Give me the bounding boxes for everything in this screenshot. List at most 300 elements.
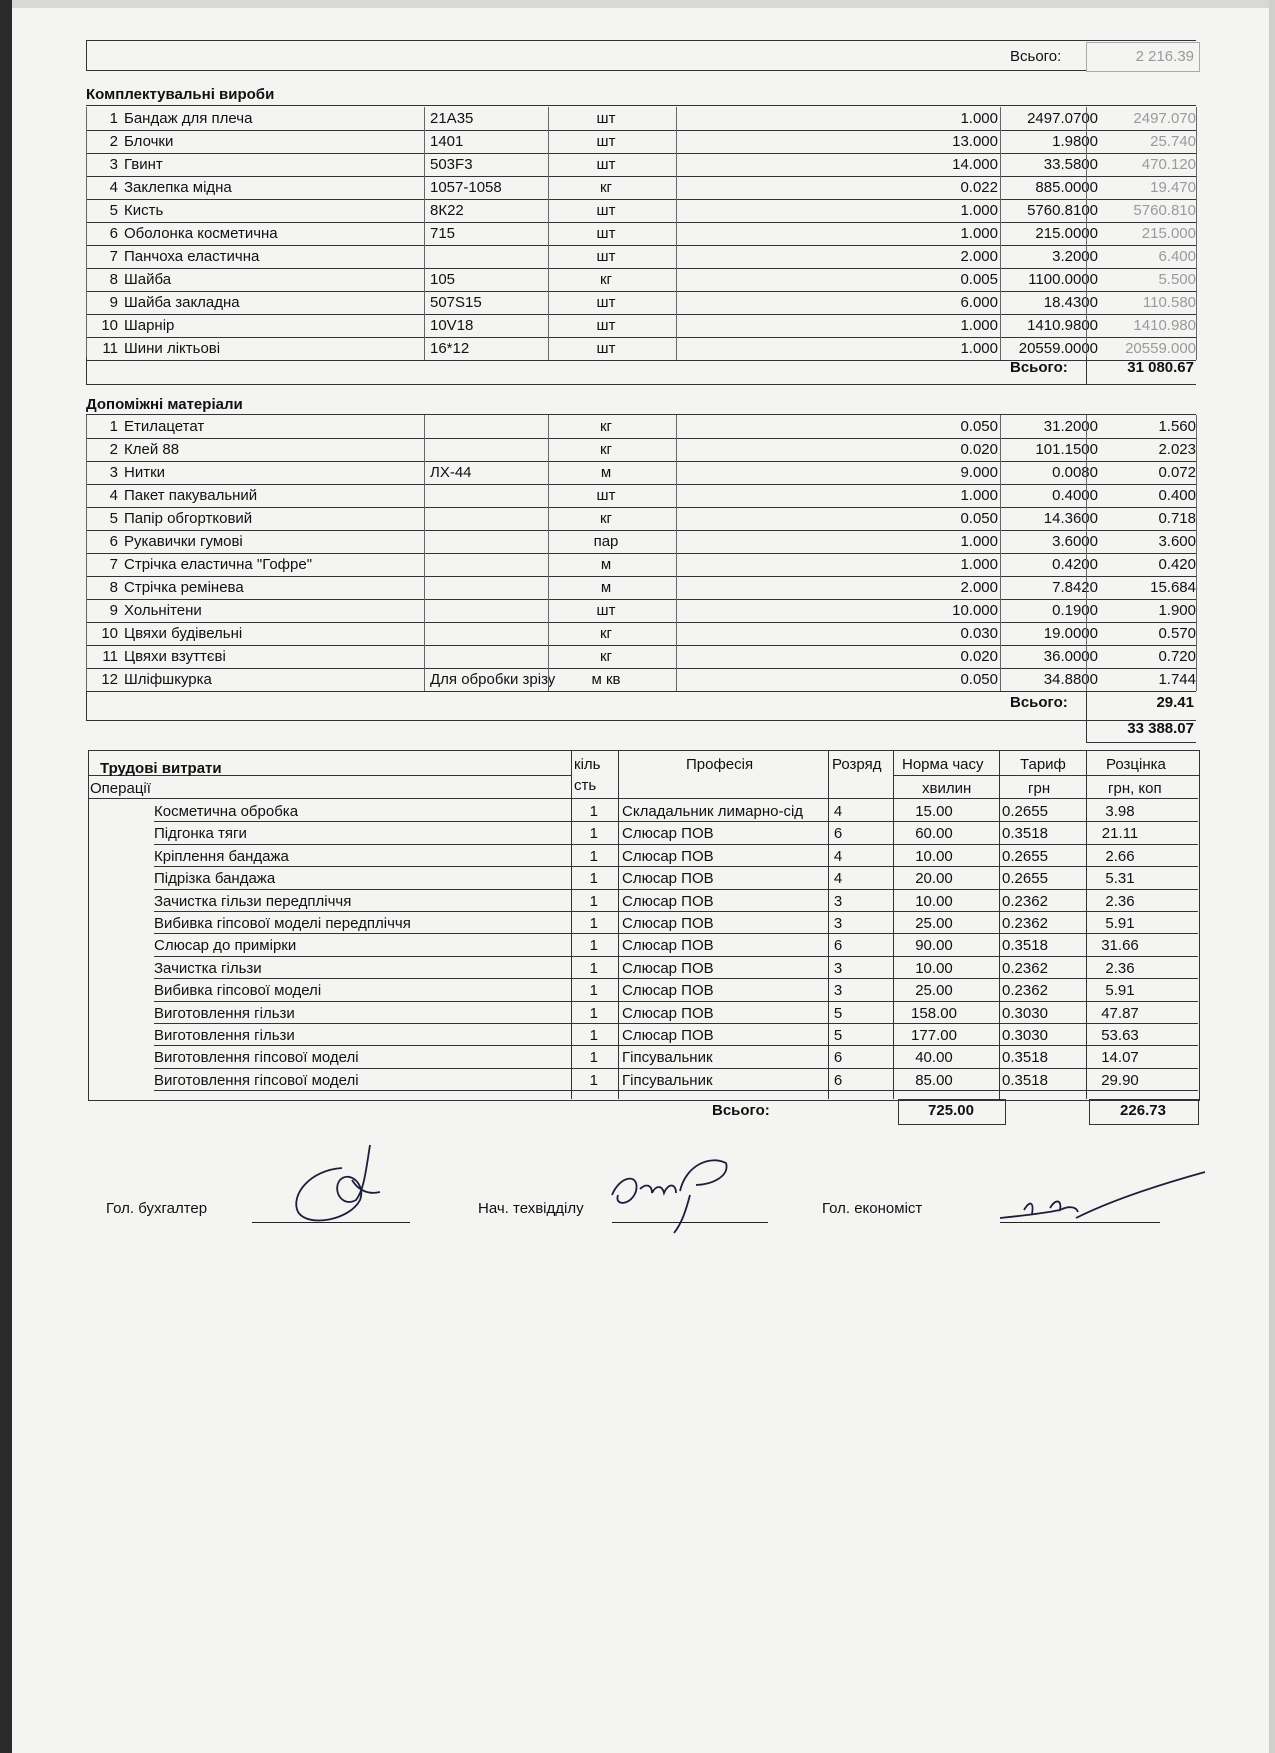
item-qty: 1.000	[960, 110, 998, 127]
item-unit: кг	[599, 510, 613, 527]
labour-total-norm: 725.00	[928, 1102, 974, 1119]
column-line	[424, 107, 425, 360]
item-sum: 1.900	[1158, 602, 1196, 619]
item-sum: 0.400	[1158, 487, 1196, 504]
item-name: Клей 88	[124, 441, 180, 458]
item-unit: кг	[599, 625, 613, 642]
item-code: 503F3	[430, 156, 473, 173]
components-row	[86, 314, 1196, 337]
item-qty: 1.000	[960, 340, 998, 357]
operation-count: 1	[589, 870, 598, 888]
item-name: Папір обгортковий	[124, 510, 253, 527]
operation-norm: 10.00	[915, 847, 953, 865]
item-sum: 2.023	[1158, 441, 1196, 458]
operation-row	[88, 822, 1198, 844]
item-price: 0.4000	[1052, 487, 1098, 504]
item-name: Стрічка ремінева	[124, 579, 244, 596]
auxiliary-row	[86, 668, 1196, 691]
item-qty: 1.000	[960, 317, 998, 334]
row-number: 5	[109, 202, 118, 219]
item-code: 8К22	[430, 202, 464, 219]
item-name: Пакет пакувальний	[124, 487, 258, 504]
item-qty: 0.022	[960, 179, 998, 196]
item-sum: 0.570	[1158, 625, 1196, 642]
item-name: Бандаж для плеча	[124, 110, 253, 127]
operation-tariff: 0.2655	[1002, 847, 1048, 865]
operation-count: 1	[589, 915, 598, 932]
operation-count: 1	[589, 803, 598, 820]
item-unit: шт	[596, 294, 616, 311]
column-line	[1086, 107, 1087, 360]
labour-total-price: 226.73	[1120, 1102, 1166, 1119]
item-sum: 0.420	[1158, 556, 1196, 573]
row-number: 4	[109, 487, 118, 504]
column-line	[548, 107, 549, 360]
row-number: 1	[109, 110, 118, 127]
item-qty: 0.005	[960, 271, 998, 288]
item-code: ЛХ-44	[430, 464, 472, 481]
item-price: 34.8800	[1043, 671, 1098, 688]
item-unit: кг	[599, 271, 613, 288]
item-name: Хольнітени	[124, 602, 202, 619]
operation-row	[88, 800, 1198, 822]
auxiliary-total-label: Всього:	[1010, 694, 1068, 711]
operation-price: 14.07	[1101, 1049, 1139, 1067]
item-unit: шт	[596, 110, 616, 127]
hdr-norm: Норма часу	[902, 756, 984, 773]
item-qty: 0.050	[960, 418, 998, 435]
item-unit: кг	[599, 179, 613, 196]
item-name: Цвяхи будівельні	[124, 625, 243, 642]
components-row	[86, 337, 1196, 360]
row-number: 7	[109, 248, 118, 265]
item-qty: 0.020	[960, 648, 998, 665]
grand-total-value: 33 388.07	[1127, 720, 1194, 737]
labour-hdr-bottom	[88, 798, 1198, 799]
operation-name: Виготовлення гільзи	[154, 1027, 295, 1044]
components-row	[86, 222, 1196, 245]
operation-profession: Слюсар ПОВ	[622, 937, 714, 955]
item-price: 1410.9800	[1027, 317, 1098, 334]
operation-row	[88, 1046, 1198, 1068]
operation-row	[88, 1024, 1198, 1046]
item-code: 1057-1058	[430, 179, 502, 196]
scan-top-strip	[12, 0, 1275, 8]
column-line	[548, 415, 549, 691]
components-row	[86, 130, 1196, 153]
item-sum: 6.400	[1158, 248, 1196, 265]
row-number: 2	[109, 441, 118, 458]
column-line	[1000, 415, 1001, 691]
item-price: 0.0080	[1052, 464, 1098, 481]
operation-norm: 10.00	[915, 959, 953, 977]
item-name: Панчоха еластична	[124, 248, 260, 265]
operation-name: Слюсар до примірки	[154, 937, 297, 955]
auxiliary-row	[86, 438, 1196, 461]
item-qty: 13.000	[952, 133, 998, 150]
operation-tariff: 0.2362	[1002, 982, 1048, 1000]
auxiliary-row	[86, 461, 1196, 484]
operation-price: 21.11	[1101, 825, 1139, 843]
row-number: 1	[109, 418, 118, 435]
column-line	[676, 415, 677, 691]
item-sum: 215.000	[1141, 225, 1196, 242]
operation-rank: 3	[833, 982, 843, 1000]
components-row	[86, 107, 1196, 130]
sig-accountant-signature	[280, 1140, 400, 1230]
item-unit: м	[600, 464, 612, 481]
operation-count: 1	[589, 1004, 598, 1022]
item-price: 885.0000	[1035, 179, 1098, 196]
operation-row	[88, 845, 1198, 867]
sig-tech-head-signature	[600, 1155, 740, 1235]
item-price: 18.4300	[1043, 294, 1098, 311]
row-number: 11	[102, 340, 118, 357]
item-unit: шт	[596, 202, 616, 219]
operation-count: 1	[589, 892, 598, 910]
item-unit: м кв	[591, 671, 621, 688]
row-number: 10	[101, 317, 118, 334]
auxiliary-row	[86, 415, 1196, 438]
components-row	[86, 176, 1196, 199]
auxiliary-total-value: 29.41	[1156, 694, 1194, 711]
item-name: Цвяхи взуттєві	[124, 648, 226, 665]
operation-tariff: 0.3518	[1002, 1071, 1048, 1089]
top-total-value: 2 216.39	[1135, 48, 1194, 65]
item-code: 16*12	[430, 340, 470, 357]
operation-count: 1	[589, 825, 598, 843]
auxiliary-row	[86, 530, 1196, 553]
operation-name: Підгонка тяги	[154, 825, 247, 843]
item-sum: 470.120	[1141, 156, 1196, 173]
row-number: 5	[109, 510, 118, 527]
item-qty: 10.000	[952, 602, 998, 619]
operation-price: 5.91	[1105, 915, 1135, 932]
item-name: Шарнір	[124, 317, 175, 334]
operation-count: 1	[589, 1027, 598, 1044]
operation-name: Виготовлення гіпсової моделі	[154, 1049, 359, 1067]
item-qty: 2.000	[960, 248, 998, 265]
item-price: 7.8420	[1052, 579, 1098, 596]
hdr-tariff-unit: грн	[1028, 780, 1051, 797]
item-name: Оболонка косметична	[124, 225, 278, 242]
item-unit: шт	[596, 340, 616, 357]
hdr-price-unit: грн, коп	[1108, 780, 1162, 797]
operation-profession: Слюсар ПОВ	[622, 915, 714, 932]
item-unit: шт	[596, 602, 616, 619]
item-price: 3.6000	[1052, 533, 1098, 550]
operation-rank: 3	[833, 892, 843, 910]
operation-name: Вибивка гіпсової моделі передпліччя	[154, 915, 411, 932]
item-code: 105	[430, 271, 456, 288]
item-qty: 2.000	[960, 579, 998, 596]
item-price: 33.5800	[1043, 156, 1098, 173]
row-number: 4	[109, 179, 118, 196]
scan-right-strip	[1269, 0, 1275, 1753]
components-total-left	[86, 357, 87, 384]
hdr-rank: Розряд	[832, 756, 882, 773]
operation-count: 1	[589, 982, 598, 1000]
hdr-price: Розцінка	[1106, 756, 1166, 773]
row-number: 2	[109, 133, 118, 150]
operation-row	[88, 1069, 1198, 1091]
operation-profession: Слюсар ПОВ	[622, 982, 714, 1000]
sig-tech-head-label: Нач. техвідділу	[478, 1200, 584, 1217]
operation-row	[88, 979, 1198, 1001]
item-name: Блочки	[124, 133, 174, 150]
item-qty: 1.000	[960, 202, 998, 219]
operation-price: 2.66	[1105, 847, 1135, 865]
operation-rank: 4	[833, 803, 843, 820]
auxiliary-row	[86, 599, 1196, 622]
components-total-label: Всього:	[1010, 359, 1068, 376]
item-qty: 9.000	[960, 464, 998, 481]
operation-price: 47.87	[1101, 1004, 1139, 1022]
operation-price: 2.36	[1105, 959, 1135, 977]
row-number: 3	[109, 156, 118, 173]
item-sum: 15.684	[1150, 579, 1196, 596]
row-number: 12	[101, 671, 118, 688]
operation-profession: Слюсар ПОВ	[622, 825, 714, 843]
item-name: Шайба закладна	[124, 294, 240, 311]
item-price: 101.1500	[1035, 441, 1098, 458]
operation-name: Вибивка гіпсової моделі	[154, 982, 322, 1000]
operation-price: 2.36	[1105, 892, 1135, 910]
item-unit: шт	[596, 487, 616, 504]
item-unit: шт	[596, 133, 616, 150]
operation-price: 5.31	[1105, 870, 1135, 888]
operation-profession: Слюсар ПОВ	[622, 870, 714, 888]
operation-profession: Гіпсувальник	[622, 1049, 713, 1067]
auxiliary-row	[86, 622, 1196, 645]
operation-name: Кріплення бандажа	[154, 847, 289, 865]
operation-rank: 6	[833, 1049, 843, 1067]
item-qty: 1.000	[960, 533, 998, 550]
item-price: 3.2000	[1052, 248, 1098, 265]
operation-rank: 5	[833, 1004, 843, 1022]
item-qty: 0.030	[960, 625, 998, 642]
operation-tariff: 0.2362	[1002, 915, 1048, 932]
components-row	[86, 291, 1196, 314]
item-sum: 1410.980	[1133, 317, 1196, 334]
item-unit: кг	[599, 418, 613, 435]
item-qty: 1.000	[960, 556, 998, 573]
item-code: 507S15	[430, 294, 482, 311]
auxiliary-row	[86, 484, 1196, 507]
operation-count: 1	[589, 1071, 598, 1089]
labour-subtitle: Операції	[90, 780, 151, 797]
row-number: 3	[109, 464, 118, 481]
item-price: 2497.0700	[1027, 110, 1098, 127]
labour-title: Трудові витрати	[100, 760, 222, 777]
scan-edge	[0, 0, 12, 1753]
auxiliary-row	[86, 507, 1196, 530]
row-number: 9	[109, 294, 118, 311]
auxiliary-title: Допоміжні матеріали	[86, 396, 243, 413]
row-number: 11	[102, 648, 118, 665]
hdr-tariff: Тариф	[1020, 756, 1066, 773]
hdr-count-2: сть	[574, 777, 597, 794]
item-qty: 0.020	[960, 441, 998, 458]
column-line	[1000, 107, 1001, 360]
operation-tariff: 0.3518	[1002, 1049, 1048, 1067]
operation-profession: Слюсар ПОВ	[622, 1004, 714, 1022]
item-unit: кг	[599, 648, 613, 665]
row-number: 9	[109, 602, 118, 619]
row-number: 10	[101, 625, 118, 642]
hdr-count-1: кіль	[574, 756, 601, 773]
item-unit: шт	[596, 225, 616, 242]
operation-row	[88, 890, 1198, 912]
item-name: Кисть	[124, 202, 164, 219]
item-sum: 25.740	[1150, 133, 1196, 150]
operation-norm: 90.00	[915, 937, 953, 955]
operation-row	[88, 1002, 1198, 1024]
auxiliary-row	[86, 576, 1196, 599]
operation-tariff: 0.3030	[1002, 1027, 1048, 1044]
operation-tariff: 0.2655	[1002, 870, 1048, 888]
operation-norm: 158.00	[911, 1004, 957, 1022]
item-name: Рукавички гумові	[124, 533, 243, 550]
operation-rank: 3	[833, 959, 843, 977]
operation-tariff: 0.2655	[1002, 803, 1048, 820]
item-sum: 0.720	[1158, 648, 1196, 665]
operation-rank: 4	[833, 870, 843, 888]
column-line	[1086, 415, 1087, 691]
components-row	[86, 268, 1196, 291]
item-unit: кг	[599, 441, 613, 458]
item-name: Шини ліктьові	[124, 340, 221, 357]
operation-tariff: 0.3518	[1002, 825, 1048, 843]
operation-price: 5.91	[1105, 982, 1135, 1000]
item-sum: 110.580	[1142, 294, 1196, 311]
auxiliary-row	[86, 645, 1196, 668]
top-rule-bottom	[86, 70, 1086, 71]
operation-name: Зачистка гільзи	[154, 959, 262, 977]
labour-total-label: Всього:	[712, 1102, 770, 1119]
item-price: 215.0000	[1035, 225, 1098, 242]
item-name: Нитки	[124, 464, 166, 481]
components-title: Комплектувальні вироби	[86, 86, 275, 103]
item-sum: 19.470	[1150, 179, 1196, 196]
operation-norm: 25.00	[915, 982, 953, 1000]
operation-name: Підрізка бандажа	[154, 870, 276, 888]
operation-profession: Слюсар ПОВ	[622, 1027, 714, 1044]
item-price: 14.3600	[1043, 510, 1098, 527]
item-name: Заклепка мідна	[124, 179, 232, 196]
column-line	[86, 415, 87, 691]
top-rule-left	[86, 40, 87, 70]
column-line	[86, 107, 87, 360]
operation-count: 1	[589, 1049, 598, 1067]
item-name: Шліфшкурка	[124, 671, 212, 688]
item-unit: шт	[596, 317, 616, 334]
labour-hdr-line	[893, 775, 1199, 776]
grand-total-sep	[1086, 692, 1087, 742]
item-sum: 1.744	[1158, 671, 1196, 688]
item-price: 0.1900	[1052, 602, 1098, 619]
item-code: 715	[430, 225, 456, 242]
item-code: Для обробки зрізу	[430, 671, 556, 688]
auxiliary-total-left	[86, 692, 87, 720]
item-qty: 0.050	[960, 510, 998, 527]
components-total-value: 31 080.67	[1127, 359, 1194, 376]
item-unit: м	[600, 556, 612, 573]
operation-row	[88, 912, 1198, 934]
item-name: Шайба	[124, 271, 172, 288]
hdr-norm-unit: хвилин	[922, 780, 972, 797]
operation-price: 53.63	[1101, 1027, 1139, 1044]
item-sum: 0.072	[1158, 464, 1196, 481]
item-qty: 6.000	[960, 294, 998, 311]
operation-profession: Слюсар ПОВ	[622, 892, 714, 910]
operation-price: 29.90	[1101, 1071, 1139, 1089]
item-price: 31.2000	[1043, 418, 1098, 435]
operation-profession: Складальник лимарно-сід	[622, 803, 804, 820]
item-unit: пар	[593, 533, 619, 550]
operation-profession: Слюсар ПОВ	[622, 959, 714, 977]
operation-price: 3.98	[1105, 803, 1135, 820]
row-number: 8	[109, 579, 118, 596]
item-sum: 0.718	[1158, 510, 1196, 527]
item-code: 10V18	[430, 317, 474, 334]
item-qty: 1.000	[960, 487, 998, 504]
item-price: 20559.0000	[1018, 340, 1098, 357]
operation-row	[88, 934, 1198, 956]
column-line	[424, 415, 425, 691]
operation-name: Виготовлення гіпсової моделі	[154, 1071, 359, 1089]
operation-rank: 4	[833, 847, 843, 865]
item-price: 1100.0000	[1028, 271, 1098, 288]
auxiliary-bottom-line	[86, 720, 1196, 721]
components-bottom-line	[86, 384, 1196, 385]
operation-rank: 5	[833, 1027, 843, 1044]
item-code: 1401	[430, 133, 464, 150]
grand-total-bottom	[1086, 742, 1196, 743]
item-qty: 1.000	[960, 225, 998, 242]
item-name: Етилацетат	[124, 418, 205, 435]
item-sum: 20559.000	[1125, 340, 1196, 357]
operation-rank: 6	[833, 1071, 843, 1089]
item-sum: 3.600	[1158, 533, 1196, 550]
operation-price: 31.66	[1101, 937, 1139, 955]
operation-tariff: 0.2362	[1002, 892, 1048, 910]
column-line	[676, 107, 677, 360]
row-number: 6	[109, 533, 118, 550]
components-top-line	[86, 105, 1196, 106]
operation-norm: 15.00	[915, 803, 953, 820]
operation-rank: 6	[833, 825, 843, 843]
components-row	[86, 245, 1196, 268]
item-sum: 5.500	[1158, 271, 1196, 288]
sig-economist-label: Гол. економіст	[822, 1200, 923, 1217]
row-number: 8	[109, 271, 118, 288]
item-price: 1.9800	[1052, 133, 1098, 150]
operation-name: Виготовлення гільзи	[154, 1004, 295, 1022]
row-number: 7	[109, 556, 118, 573]
item-qty: 14.000	[952, 156, 998, 173]
item-name: Гвинт	[124, 156, 163, 173]
hdr-profession: Професія	[686, 756, 754, 773]
item-sum: 2497.070	[1133, 110, 1196, 127]
column-line	[1196, 415, 1197, 691]
auxiliary-row	[86, 553, 1196, 576]
item-code: 21А35	[430, 110, 474, 127]
item-unit: шт	[596, 248, 616, 265]
operation-norm: 25.00	[915, 915, 953, 932]
operation-profession: Слюсар ПОВ	[622, 847, 714, 865]
item-sum: 5760.810	[1133, 202, 1196, 219]
